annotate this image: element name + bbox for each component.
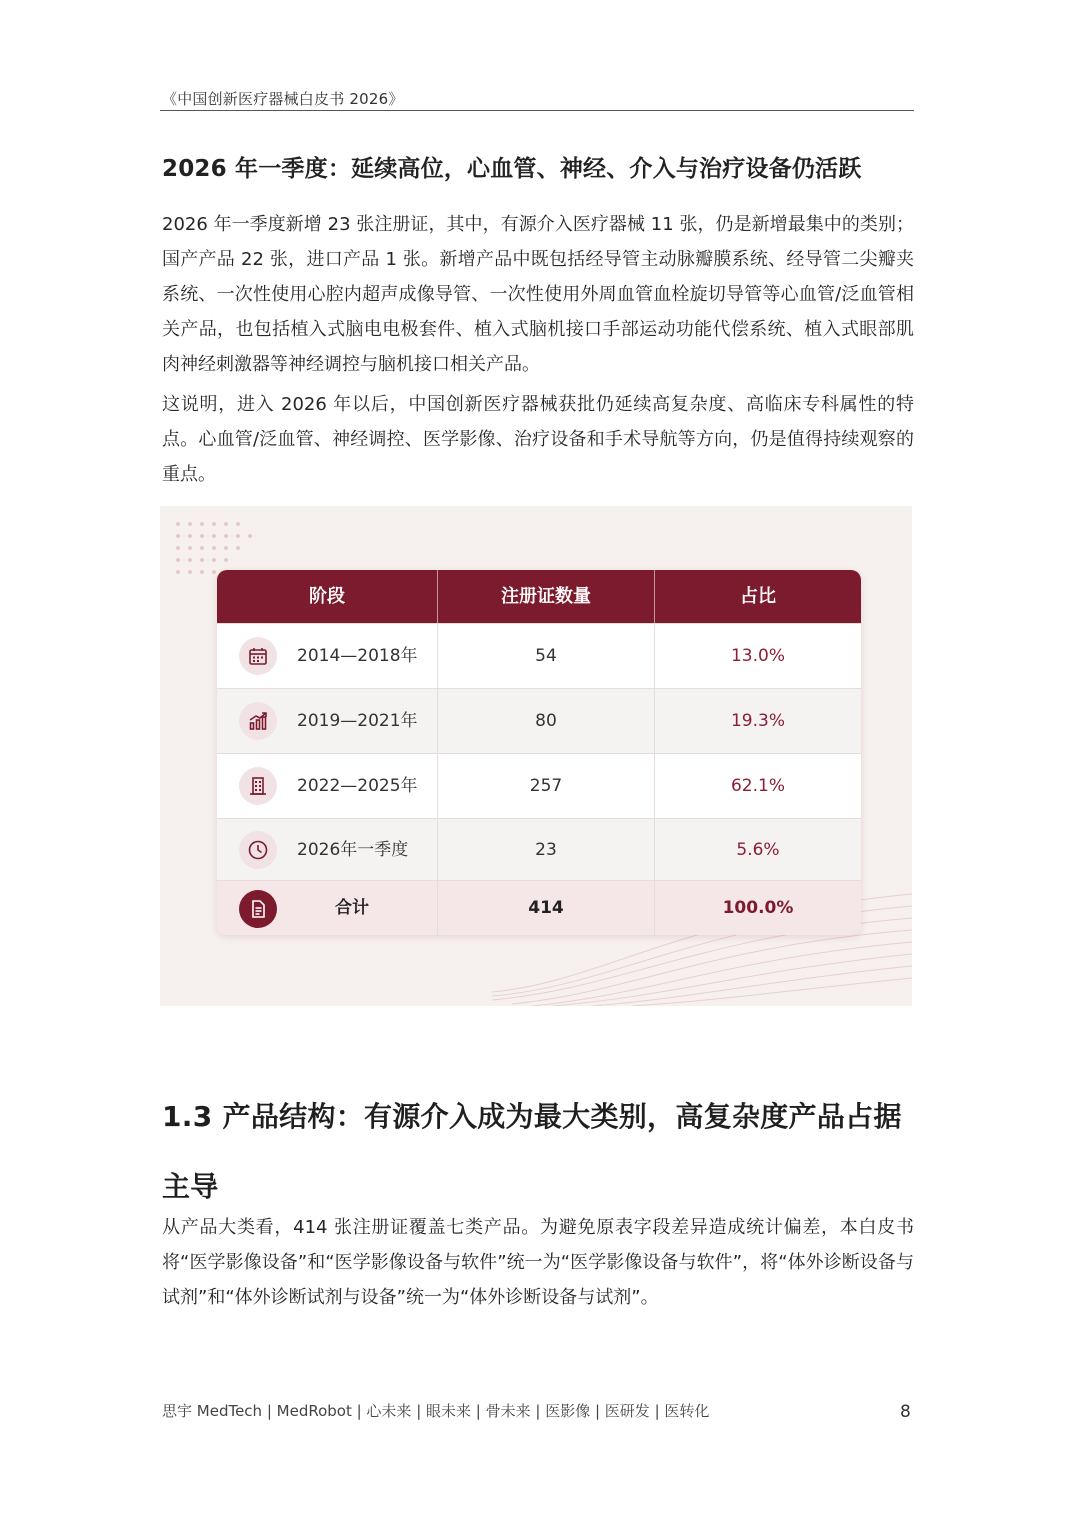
table-row — [217, 688, 861, 753]
total-label-cell: 合计 — [335, 898, 369, 918]
column-header-ratio: 占比 — [740, 586, 776, 607]
count-cell: 257 — [529, 776, 563, 796]
stage-cell: 2014—2018年 — [297, 646, 418, 666]
section-heading: 2026 年一季度：延续高位，心血管、神经、介入与治疗设备仍活跃 — [162, 156, 862, 182]
ratio-cell: 62.1% — [730, 776, 785, 796]
calendar-icon — [239, 637, 277, 675]
stage-cell: 2026年一季度 — [297, 840, 409, 860]
header-divider — [160, 110, 914, 111]
count-cell: 54 — [535, 646, 557, 666]
column-header-stage: 阶段 — [309, 586, 345, 607]
paragraph-q1-summary: 2026 年一季度新增 23 张注册证，其中，有源介入医疗器械 11 张，仍是新增最集中的类别；国产产品 22 张，进口产品 1 张。新增产品中既包括经导管主动脉瓣膜系统、经导管二尖瓣夹系统、一次性使用心腔内超声成像导管、一次性使用外周血管血栓旋切导管等心血管/泛血管相关产品，也包括植入式脑电电极套件、植入式脑机接口手部运动功能代偿系统、植入式眼部肌肉神经刺激器等神经调控与脑机接口相关产品。 — [162, 214, 914, 375]
table-header-row — [217, 570, 861, 623]
registration-stats-table — [217, 570, 861, 935]
table-total-row — [217, 880, 861, 935]
page-number: 8 — [900, 1402, 911, 1422]
document-icon — [239, 890, 277, 928]
stage-cell: 2019—2021年 — [297, 711, 418, 731]
table-row — [217, 753, 861, 818]
column-header-count: 注册证数量 — [501, 586, 591, 607]
footer-brands: 思宇 MedTech | MedRobot | 心未来 | 眼未来 | 骨未来 | 医影像 | 医研发 | 医转化 — [162, 1402, 710, 1420]
section-1-3-heading: 1.3 产品结构：有源介入成为最大类别，高复杂度产品占据主导 — [162, 1100, 902, 1203]
growth-chart-icon — [239, 702, 277, 740]
table-row — [217, 623, 861, 688]
clock-icon — [239, 831, 277, 869]
table-row — [217, 818, 861, 880]
paragraph-product-structure: 从产品大类看，414 张注册证覆盖七类产品。为避免原表字段差异造成统计偏差，本白皮书将“医学影像设备”和“医学影像设备与软件”统一为“医学影像设备与软件”，将“体外诊断设备与试剂”和“体外诊断试剂与设备”统一为“体外诊断设备与试剂”。 — [162, 1217, 914, 1308]
stage-cell: 2022—2025年 — [297, 776, 418, 796]
ratio-cell: 19.3% — [730, 711, 785, 731]
paragraph-q1-analysis: 这说明，进入 2026 年以后，中国创新医疗器械获批仍延续高复杂度、高临床专科属性的特点。心血管/泛血管、神经调控、医学影像、治疗设备和手术导航等方向，仍是值得持续观察的重点。 — [162, 394, 914, 485]
total-count-cell: 414 — [528, 898, 564, 918]
count-cell: 23 — [535, 840, 557, 860]
ratio-cell: 5.6% — [736, 840, 780, 860]
building-icon — [239, 767, 277, 805]
registration-table-figure — [160, 506, 912, 1006]
total-ratio-cell: 100.0% — [722, 898, 794, 918]
ratio-cell: 13.0% — [730, 646, 785, 666]
running-header: 《中国创新医疗器械白皮书 2026》 — [162, 90, 404, 108]
count-cell: 80 — [535, 711, 557, 731]
